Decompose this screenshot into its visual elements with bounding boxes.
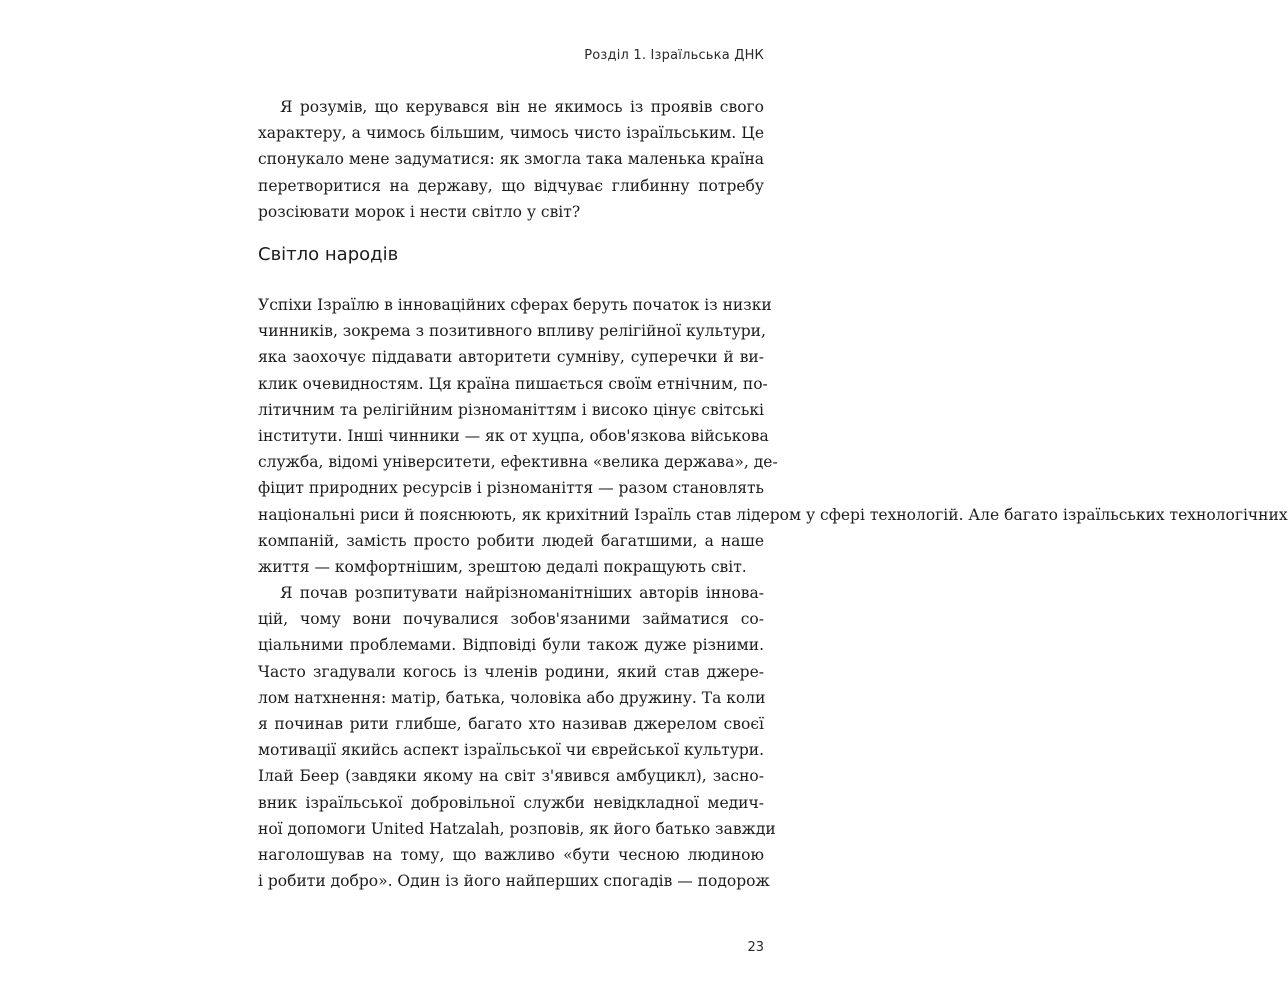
text-line: національні риси й пояснюють, як крихітний Ізраїль став лідером у сфері технологій. Але багато ізраїльських технологічних	[258, 505, 1288, 524]
text-line: цій, чому вони почувалися зобов'язаними займатися со-	[258, 610, 764, 629]
page-number: 23	[747, 940, 764, 955]
text-line: Ілай Беер (завдяки якому на світ з'явився амбуцикл), засно-	[258, 767, 764, 786]
text-line: інститути. Інші чинники — як от хуцпа, обов'язкова військова	[258, 426, 769, 445]
running-header: Розділ 1. Ізраїльська ДНК	[584, 48, 764, 63]
text-line: характеру, а чимось більшим, чимось чисто ізраїльським. Це	[258, 124, 764, 143]
text-line: спонукало мене задуматися: як змогла така маленька країна	[258, 150, 765, 169]
text-line: життя — комфортнішим, зрештою дедалі покращують світ.	[258, 557, 747, 576]
text-line: літичним та релігійним різноманіттям і високо цінує світські	[258, 400, 764, 419]
intro-paragraph	[258, 94, 764, 225]
text-line: і робити добро». Один із його найперших спогадів — подорож	[258, 872, 770, 891]
paragraph	[258, 292, 1288, 580]
text-line: перетворитися на державу, що відчуває глибинну потребу	[258, 176, 764, 195]
text-line: лом натхнення: матір, батька, чоловіка або дружину. Та коли	[258, 688, 766, 707]
text-line: мотивації якийсь аспект ізраїльської чи єврейської культури.	[258, 741, 765, 760]
section-heading: Світло народів	[258, 244, 399, 265]
text-line: розсіювати морок і нести світло у світ?	[258, 202, 581, 221]
text-line: яка заохочує піддавати авторитети сумніву, суперечки й ви-	[258, 348, 764, 367]
text-line: ціальними проблемами. Відповіді були також дуже різними.	[258, 636, 764, 655]
text-line: ної допомоги United Hatzalah, розповів, як його батько завжди	[258, 819, 776, 838]
text-line: компаній, замість просто робити людей багатшими, а наше	[258, 531, 764, 550]
text-line: служба, відомі університети, ефективна «велика держава», де-	[258, 453, 778, 472]
text-line: Я почав розпитувати найрізноманітніших авторів іннова-	[280, 584, 764, 603]
text-line: наголошував на тому, що важливо «бути чесною людиною	[258, 845, 764, 864]
text-line: Часто згадували когось із членів родини, який став джере-	[258, 662, 764, 681]
text-line: чинників, зокрема з позитивного впливу релігійної культури,	[258, 322, 766, 341]
paragraph	[258, 580, 776, 894]
text-line: Успіхи Ізраїлю в інноваційних сферах беруть початок із низки	[258, 296, 772, 314]
text-line: клик очевидностям. Ця країна пишається своїм етнічним, по-	[258, 374, 768, 393]
text-line: Я розумів, що керувався він не якимось із проявів свого	[280, 98, 764, 116]
text-line: вник ізраїльської добровільної служби невідкладної медич-	[258, 793, 764, 812]
body-text	[258, 292, 1288, 894]
text-line: я починав рити глибше, багато хто називав джерелом своєї	[258, 715, 764, 733]
text-line: фіцит природних ресурсів і різноманіття — разом становлять	[258, 479, 764, 498]
